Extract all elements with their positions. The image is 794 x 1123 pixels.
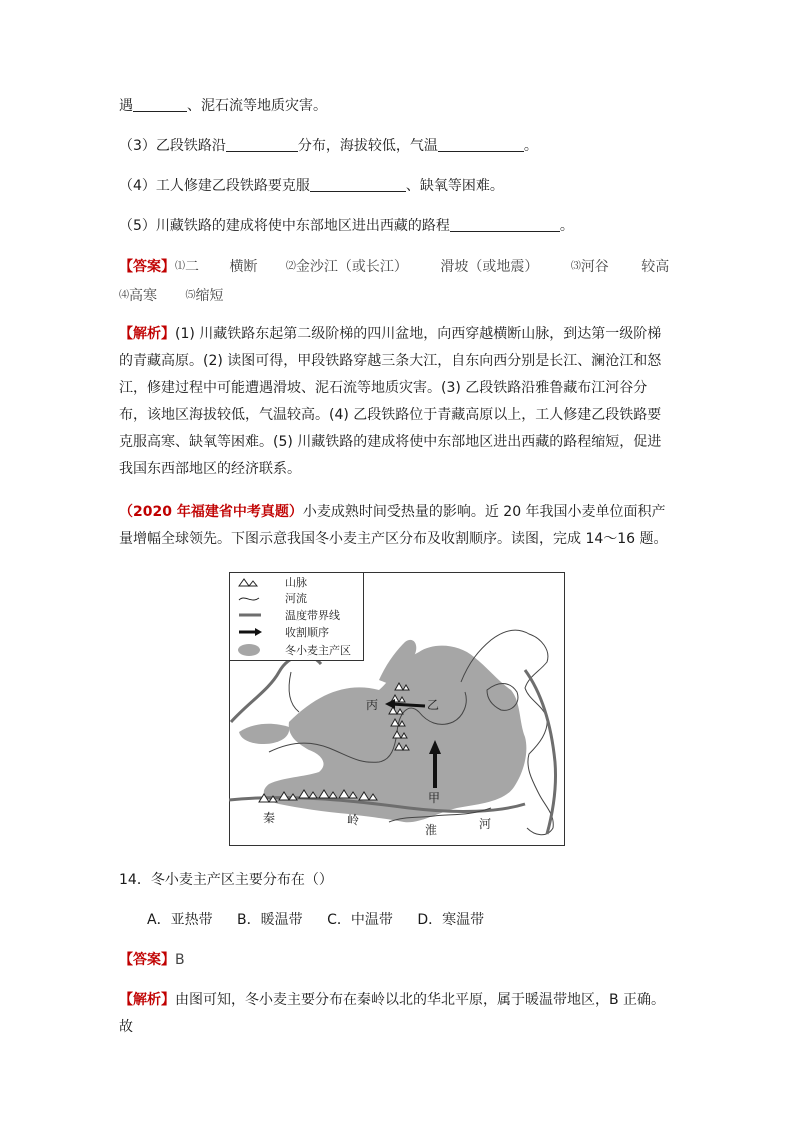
answer-label: 【答案】 — [119, 259, 175, 275]
question-intro: （2020 年福建省中考真题）小麦成熟时间受热量的影响。近 20 年我国小麦单位面积产量增幅全球领先。下图示意我国冬小麦主产区分布及收割顺序。读图，完成 14～16 题。 — [119, 504, 668, 547]
fill-line-3: （4）工人修建乙段铁路要克服 、缺氧等困难。 — [119, 178, 504, 194]
blank-field[interactable] — [133, 97, 187, 112]
harvest-arrow-bing-yi — [391, 704, 425, 706]
svg-text:山脉: 山脉 — [285, 576, 307, 589]
label-huai: 淮 — [425, 823, 438, 837]
svg-text:冬小麦主产区: 冬小麦主产区 — [285, 644, 351, 657]
answer-line-2: ⑷高寒 ⑸缩短 — [119, 288, 224, 304]
question-source: （2020 年福建省中考真题） — [119, 504, 303, 520]
answer-value: B — [175, 952, 185, 968]
question-stem: 14．冬小麦主产区主要分布在（） — [119, 872, 333, 888]
svg-text:收割顺序: 收割顺序 — [285, 626, 329, 639]
option-b[interactable]: B．暖温带 — [237, 912, 303, 928]
answer-line-1: 【答案】⑴二 横断 ⑵金沙江（或长江） 滑坡（或地震） ⑶河谷 较高 — [119, 259, 670, 275]
wheat-map — [229, 572, 565, 846]
analysis-paragraph-2: 【解析】由图可知，冬小麦主要分布在秦岭以北的华北平原，属于暖温带地区，B 正确。故 — [119, 992, 666, 1035]
blank-field[interactable] — [310, 177, 406, 192]
label-bing: 丙 — [366, 698, 379, 712]
fill-line-4: （5）川藏铁路的建成将使中东部地区进出西藏的路程 。 — [119, 218, 574, 234]
label-jia: 甲 — [428, 791, 441, 805]
label-qin: 秦 — [263, 811, 276, 825]
blank-field[interactable] — [226, 137, 298, 152]
blank-field[interactable] — [438, 137, 524, 152]
label-yi: 乙 — [427, 698, 440, 712]
label-ling: 岭 — [347, 813, 360, 827]
option-c[interactable]: C．中温带 — [327, 912, 393, 928]
question-options — [147, 910, 484, 930]
fill-line-2: （3）乙段铁路沿 分布，海拔较低，气温 。 — [119, 138, 538, 154]
area-icon — [238, 644, 260, 656]
blank-field[interactable] — [450, 217, 560, 232]
answer-line-3 — [119, 950, 185, 970]
option-d[interactable]: D．寒温带 — [417, 912, 485, 928]
analysis-label: 【解析】 — [119, 992, 175, 1008]
legend — [230, 573, 364, 661]
option-a[interactable]: A．亚热带 — [147, 912, 213, 928]
svg-text:温度带界线: 温度带界线 — [285, 609, 340, 622]
analysis-label: 【解析】 — [119, 326, 175, 342]
analysis-paragraph: 【解析】(1) 川藏铁路东起第二级阶梯的四川盆地，向西穿越横断山脉，到达第一级阶梯的青藏高原。(2) 读图可得，甲段铁路穿越三条大江，自东向西分别是长江、澜沧江和怒江，修建过程中可能遭遇滑坡、泥石流等地质灾害。(3) 乙段铁路沿雅鲁藏布江河谷分布，该地区海拔较低，气温较高。(4) 乙段铁路位于青藏高原以上，工人修建乙段铁路要克服高寒、缺氧等困难。(5) 川藏铁路的建成将使中东部地区进出西藏的路程缩短，促进我国东西部地区的经济联系。 — [119, 326, 662, 477]
fill-line-1: 遇 、泥石流等地质灾害。 — [119, 98, 327, 114]
answer-label: 【答案】 — [119, 952, 175, 968]
svg-text:河流: 河流 — [285, 592, 307, 605]
label-he: 河 — [479, 817, 492, 831]
